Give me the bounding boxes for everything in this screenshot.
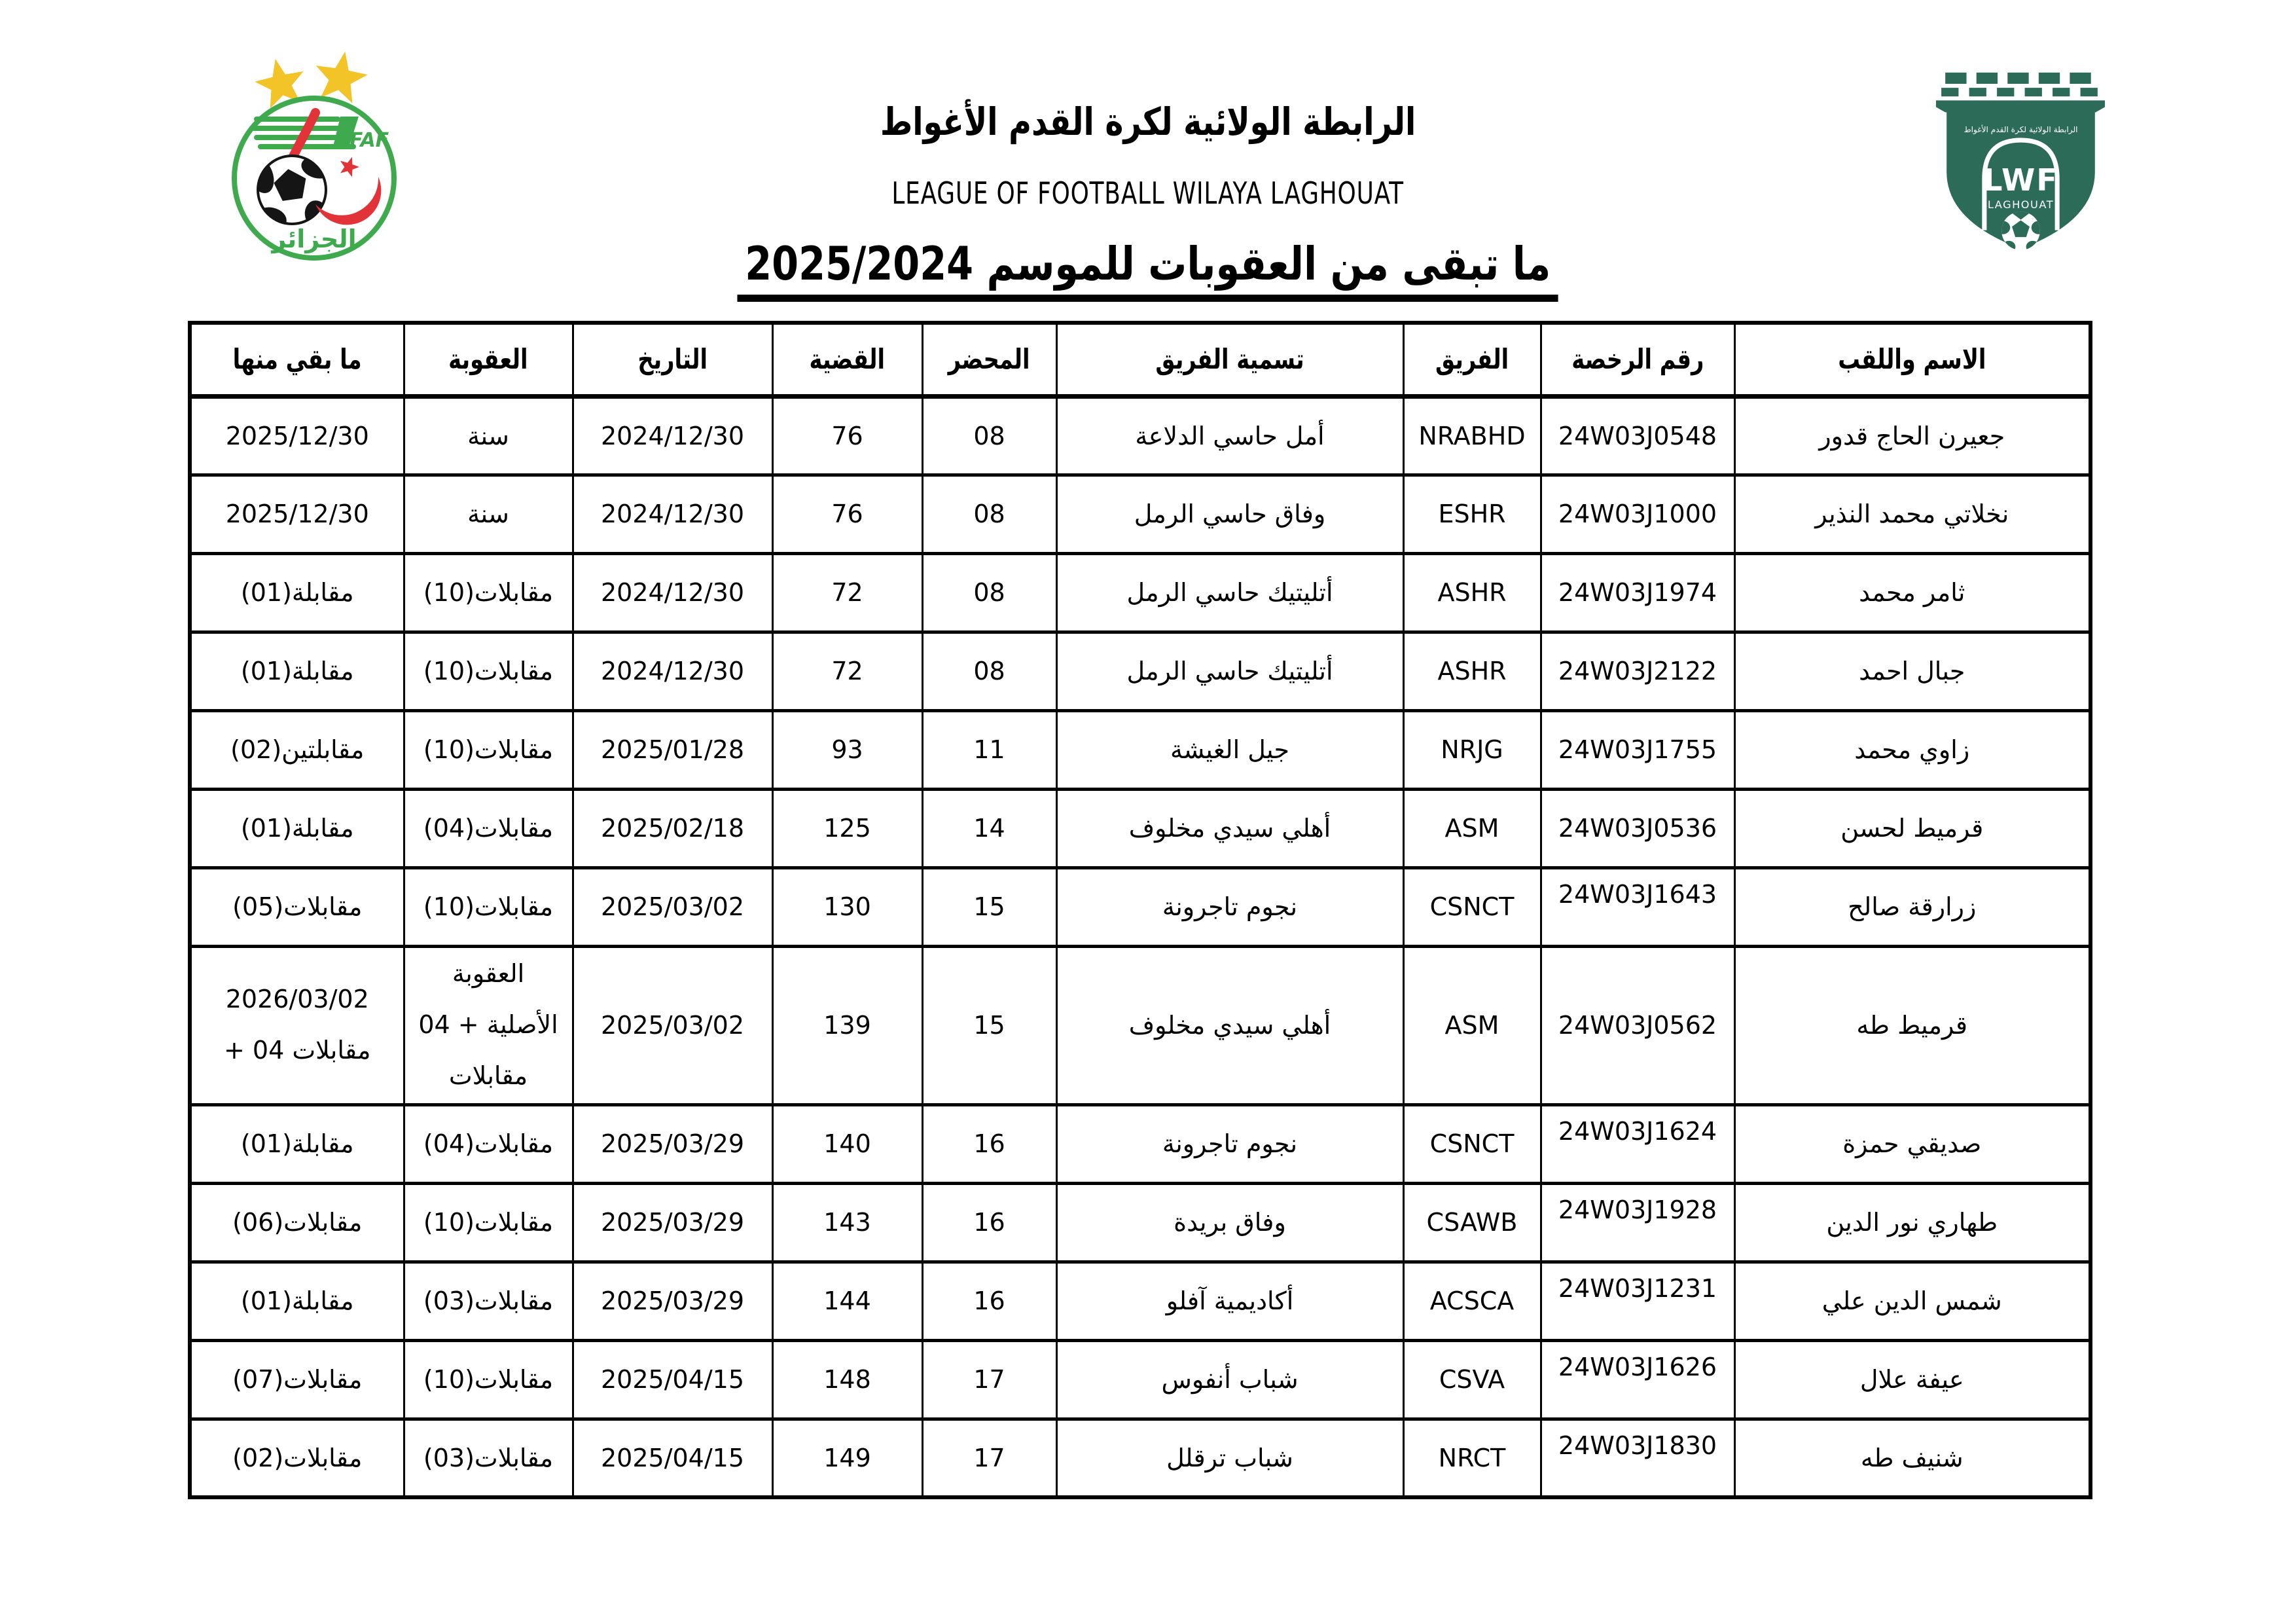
column-header-case: القضية <box>772 323 922 396</box>
column-header-date: التاريخ <box>573 323 772 396</box>
table-row <box>190 946 2090 1104</box>
cell-license: 24W03J1974 <box>1541 553 1734 632</box>
faf-algeria-logo <box>217 47 412 267</box>
cell-sanction: مقابلات(10) <box>404 867 573 946</box>
cell-remaining: مقابلات(02) <box>190 1419 404 1497</box>
cell-sanction: مقابلات(04) <box>404 1104 573 1183</box>
cell-name: طهاري نور الدين <box>1734 1183 2090 1262</box>
cell-remaining: مقابلات(07) <box>190 1340 404 1419</box>
cell-license: 24W03J2122 <box>1541 632 1734 710</box>
cell-sanction: سنة <box>404 475 573 553</box>
cell-date: 2025/03/29 <box>573 1262 772 1340</box>
cell-license: 24W03J1928 <box>1541 1183 1734 1262</box>
cell-team: NRABHD <box>1403 396 1541 475</box>
cell-remaining: مقابلات(05) <box>190 867 404 946</box>
cell-license: 24W03J1643 <box>1541 867 1734 946</box>
cell-report: 16 <box>922 1262 1056 1340</box>
table-row <box>190 867 2090 946</box>
cell-date: 2024/12/30 <box>573 553 772 632</box>
cell-license: 24W03J0562 <box>1541 946 1734 1104</box>
table-row <box>190 1340 2090 1419</box>
cell-remaining: 2025/12/30 <box>190 396 404 475</box>
cell-team_name: وفاق حاسي الرمل <box>1056 475 1403 553</box>
cell-license: 24W03J1624 <box>1541 1104 1734 1183</box>
cell-sanction: مقابلات(10) <box>404 1183 573 1262</box>
table-row <box>190 1104 2090 1183</box>
column-header-remaining: ما بقي منها <box>190 323 404 396</box>
cell-name: قرميط لحسن <box>1734 789 2090 867</box>
cell-report: 15 <box>922 946 1056 1104</box>
cell-date: 2025/03/02 <box>573 946 772 1104</box>
cell-license: 24W03J1755 <box>1541 710 1734 789</box>
cell-remaining <box>190 946 404 1104</box>
cell-name: عيفة علال <box>1734 1340 2090 1419</box>
lwf-acronym-text: LWF <box>1982 162 2059 198</box>
cell-date: 2025/03/29 <box>573 1183 772 1262</box>
cell-license: 24W03J1231 <box>1541 1262 1734 1340</box>
cell-report: 15 <box>922 867 1056 946</box>
cell-team_name: نجوم تاجرونة <box>1056 1104 1403 1183</box>
cell-remaining: مقابلة(01) <box>190 632 404 710</box>
cell-line: مقابلات <box>448 1061 528 1090</box>
cell-team_name: أمل حاسي الدلاعة <box>1056 396 1403 475</box>
table-row <box>190 396 2090 475</box>
org-title-english-text: LEAGUE OF FOOTBALL WILAYA LAGHOUAT <box>891 175 1405 211</box>
cell-team: CSNCT <box>1403 867 1541 946</box>
cell-name: زرارقة صالح <box>1734 867 2090 946</box>
cell-report: 16 <box>922 1104 1056 1183</box>
cell-team_name: أتليتيك حاسي الرمل <box>1056 632 1403 710</box>
faf-country-text: الجزائر <box>272 225 357 253</box>
cell-report: 17 <box>922 1340 1056 1419</box>
cell-team: CSNCT <box>1403 1104 1541 1183</box>
lwf-city-text: LAGHOUAT <box>1987 198 2054 211</box>
cell-report: 08 <box>922 632 1056 710</box>
column-header-team: الفريق <box>1403 323 1541 396</box>
table-row <box>190 789 2090 867</box>
table-row <box>190 553 2090 632</box>
column-header-report: المحضر <box>922 323 1056 396</box>
cell-case: 148 <box>772 1340 922 1419</box>
cell-remaining: مقابلة(01) <box>190 553 404 632</box>
cell-date: 2025/03/02 <box>573 867 772 946</box>
cell-date: 2025/04/15 <box>573 1340 772 1419</box>
cell-case: 130 <box>772 867 922 946</box>
cell-team_name: أكاديمية آفلو <box>1056 1262 1403 1340</box>
cell-line: الأصلية + 04 <box>418 1010 558 1040</box>
lwf-arabic-line: الرابطة الولائية لكرة القدم الأغواط <box>1964 124 2078 134</box>
cell-case: 76 <box>772 396 922 475</box>
cell-report: 14 <box>922 789 1056 867</box>
cell-team_name: أهلي سيدي مخلوف <box>1056 946 1403 1104</box>
cell-case: 149 <box>772 1419 922 1497</box>
cell-team_name: شباب أنفوس <box>1056 1340 1403 1419</box>
cell-case: 93 <box>772 710 922 789</box>
cell-date: 2025/04/15 <box>573 1419 772 1497</box>
cell-case: 139 <box>772 946 922 1104</box>
cell-date: 2025/03/29 <box>573 1104 772 1183</box>
table-row <box>190 1419 2090 1497</box>
sanctions-table <box>188 321 2092 1499</box>
cell-team: NRJG <box>1403 710 1541 789</box>
org-title-arabic-text: الرابطة الولائية لكرة القدم الأغواط <box>880 100 1416 144</box>
cell-license: 24W03J0548 <box>1541 396 1734 475</box>
cell-name: ثامر محمد <box>1734 553 2090 632</box>
cell-team: CSAWB <box>1403 1183 1541 1262</box>
cell-sanction <box>404 946 573 1104</box>
table-row <box>190 1183 2090 1262</box>
table-row <box>190 475 2090 553</box>
cell-team: ASHR <box>1403 553 1541 632</box>
cell-report: 16 <box>922 1183 1056 1262</box>
cell-name: شمس الدين علي <box>1734 1262 2090 1340</box>
cell-sanction: مقابلات(03) <box>404 1262 573 1340</box>
cell-team: ACSCA <box>1403 1262 1541 1340</box>
cell-name: قرميط طه <box>1734 946 2090 1104</box>
cell-remaining: مقابلة(01) <box>190 1104 404 1183</box>
cell-date: 2024/12/30 <box>573 475 772 553</box>
cell-name: صديقي حمزة <box>1734 1104 2090 1183</box>
cell-team_name: أهلي سيدي مخلوف <box>1056 789 1403 867</box>
cell-sanction: سنة <box>404 396 573 475</box>
table-body <box>190 396 2090 1497</box>
cell-team: ASM <box>1403 946 1541 1104</box>
faf-acronym-text: FAF <box>349 129 389 152</box>
column-header-license: رقم الرخصة <box>1541 323 1734 396</box>
cell-team_name: شباب ترقلل <box>1056 1419 1403 1497</box>
cell-name: شنيف طه <box>1734 1419 2090 1497</box>
cell-remaining: 2025/12/30 <box>190 475 404 553</box>
cell-sanction: مقابلات(03) <box>404 1419 573 1497</box>
cell-remaining: مقابلة(01) <box>190 789 404 867</box>
cell-report: 11 <box>922 710 1056 789</box>
cell-sanction: مقابلات(10) <box>404 553 573 632</box>
table-row <box>190 710 2090 789</box>
cell-date: 2024/12/30 <box>573 396 772 475</box>
cell-case: 143 <box>772 1183 922 1262</box>
cell-case: 144 <box>772 1262 922 1340</box>
cell-report: 17 <box>922 1419 1056 1497</box>
column-header-name: الاسم واللقب <box>1734 323 2090 396</box>
cell-name: جعيرن الحاج قدور <box>1734 396 2090 475</box>
cell-case: 125 <box>772 789 922 867</box>
cell-license: 24W03J1830 <box>1541 1419 1734 1497</box>
cell-remaining: مقابلات(06) <box>190 1183 404 1262</box>
cell-name: نخلاتي محمد النذير <box>1734 475 2090 553</box>
cell-license: 24W03J0536 <box>1541 789 1734 867</box>
cell-team: ASM <box>1403 789 1541 867</box>
cell-team: ASHR <box>1403 632 1541 710</box>
cell-sanction: مقابلات(10) <box>404 710 573 789</box>
cell-team_name: وفاق بريدة <box>1056 1183 1403 1262</box>
cell-line: 2026/03/02 <box>225 985 369 1014</box>
cell-team_name: نجوم تاجرونة <box>1056 867 1403 946</box>
cell-license: 24W03J1626 <box>1541 1340 1734 1419</box>
cell-line: العقوبة <box>452 959 525 989</box>
cell-case: 140 <box>772 1104 922 1183</box>
cell-sanction: مقابلات(10) <box>404 632 573 710</box>
cell-date: 2025/01/28 <box>573 710 772 789</box>
column-header-sanction: العقوبة <box>404 323 573 396</box>
cell-name: زاوي محمد <box>1734 710 2090 789</box>
cell-sanction: مقابلات(04) <box>404 789 573 867</box>
cell-line: + 04 مقابلات <box>223 1036 371 1065</box>
cell-remaining: مقابلتين(02) <box>190 710 404 789</box>
table-header-row <box>190 323 2090 396</box>
cell-team_name: أتليتيك حاسي الرمل <box>1056 553 1403 632</box>
table-row <box>190 1262 2090 1340</box>
cell-case: 72 <box>772 553 922 632</box>
cell-case: 72 <box>772 632 922 710</box>
cell-date: 2025/02/18 <box>573 789 772 867</box>
cell-team: CSVA <box>1403 1340 1541 1419</box>
cell-date: 2024/12/30 <box>573 632 772 710</box>
cell-license: 24W03J1000 <box>1541 475 1734 553</box>
cell-name: جبال احمد <box>1734 632 2090 710</box>
lwf-laghouat-logo <box>1936 71 2105 261</box>
cell-case: 76 <box>772 475 922 553</box>
cell-team_name: جيل الغيشة <box>1056 710 1403 789</box>
cell-team: NRCT <box>1403 1419 1541 1497</box>
cell-sanction: مقابلات(10) <box>404 1340 573 1419</box>
cell-report: 08 <box>922 396 1056 475</box>
lwf-crenellation-icon <box>1936 73 2105 113</box>
document-title: ما تبقى من العقوبات للموسم 2025/2024 <box>738 237 1559 302</box>
cell-report: 08 <box>922 475 1056 553</box>
cell-report: 08 <box>922 553 1056 632</box>
cell-team: ESHR <box>1403 475 1541 553</box>
table-row <box>190 632 2090 710</box>
column-header-team_name: تسمية الفريق <box>1056 323 1403 396</box>
cell-remaining: مقابلة(01) <box>190 1262 404 1340</box>
